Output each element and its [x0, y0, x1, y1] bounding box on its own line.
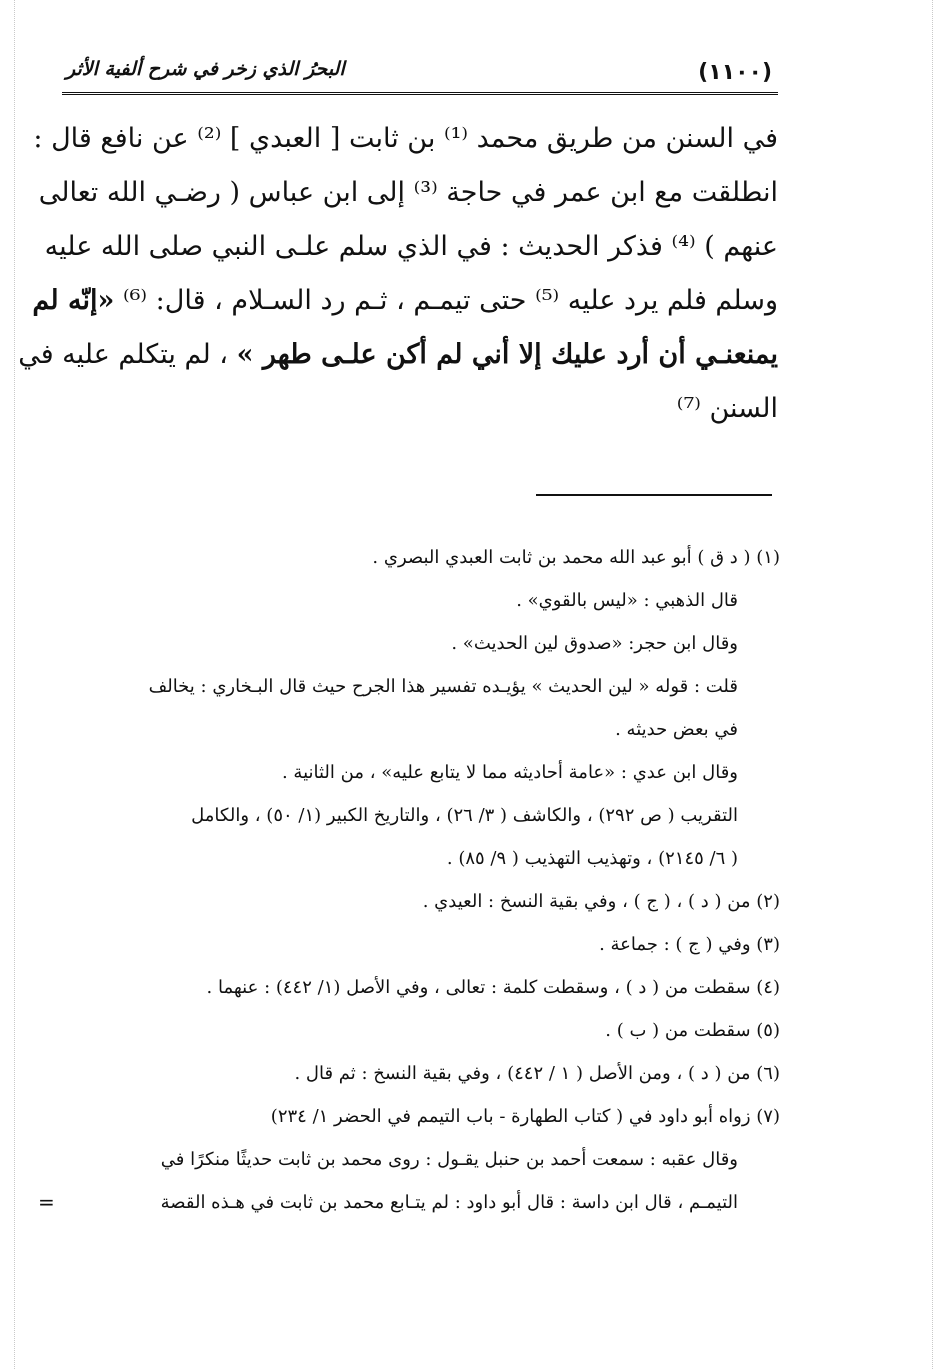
- page-number: (١١٠٠): [698, 60, 772, 85]
- scan-guide-left: [14, 0, 15, 1369]
- book-title: البحرُ الذي زخر في شرح ألفية الأثر: [66, 58, 345, 80]
- header-rule: [62, 92, 778, 95]
- body-line: السنن ⁽⁷⁾: [676, 393, 778, 424]
- body-line: [18, 328, 778, 382]
- body-line: [32, 274, 778, 328]
- footnote-line: (٧) زواه أبو داود في ( كتاب الطهارة - باب التيمم في الحضر ١/ ٢٣٤): [270, 1106, 780, 1127]
- page-header: [62, 58, 778, 92]
- footnote-line: (٣) وفي ( ج ) : جماعة .: [599, 934, 780, 955]
- body-line: في السنن من طريق محمد ⁽¹⁾ بن ثابت [ العبدي ] ⁽²⁾ عن نافع قال :: [33, 123, 778, 154]
- main-text: [18, 112, 778, 436]
- footnote-line: قال الذهبي : «ليس بالقوي» .: [516, 590, 738, 611]
- footnote-line: (٥) سقطت من ( ب ) .: [605, 1020, 780, 1041]
- footnote-line: ( ٦/ ٢١٤٥) ، وتهذيب التهذيب ( ٩/ ٨٥) .: [446, 848, 738, 869]
- footnote-line: وقال عقبه : سمعت أحمد بن حنبل يقـول : روى محمد بن ثابت حديثًا منكرًا في: [160, 1149, 738, 1170]
- body-line: انطلقت مع ابن عمر في حاجة ⁽³⁾ إلى ابن عباس ( رضـي الله تعالى: [38, 177, 778, 208]
- footnote-line: (٤) سقطت من ( د ) ، وسقطت كلمة : تعالى ، وفي الأصل (١/ ٤٤٢) : عنهما .: [206, 977, 780, 998]
- body-line-part: وسلم فلم يرد عليه ⁽⁵⁾ حتى تيمـم ، ثـم رد السـلام ، قال: ⁽⁶⁾: [122, 285, 778, 316]
- continuation-mark: =: [38, 1190, 55, 1214]
- body-line: عنهم ) ⁽⁴⁾ فذكر الحديث : في الذي سلم علـى النبي صلى الله عليه: [44, 231, 778, 262]
- footnote-line: التقريب ( ص ٢٩٢) ، والكاشف ( ٣/ ٢٦) ، والتاريخ الكبير (١/ ٥٠) ، والكامل: [191, 805, 738, 826]
- footnote-line: وقال ابن حجر: «صدوق لين الحديث» .: [451, 633, 738, 654]
- hadith-quote-start: «إنّه لم: [32, 285, 115, 316]
- footnotes: [62, 536, 780, 1224]
- scan-guide-right: [932, 0, 933, 1369]
- footnote-line: (٦) من ( د ) ، ومن الأصل ( ١ / ٤٤٢) ، وفي بقية النسخ : ثم قال .: [294, 1063, 780, 1084]
- hadith-quote: يمنعنـي أن أرد عليك إلا أني لم أكن علـى طهر »: [236, 339, 778, 370]
- footnote-line: (٢) من ( د ) ، ( ج ) ، وفي بقية النسخ : العيدي .: [422, 891, 780, 912]
- footnote-line: قلت : قوله « لين الحديث » يؤيـده تفسير هذا الجرح حيث قال البـخاري : يخالف: [148, 676, 738, 697]
- footnote-line: (١) ( د ق ) أبو عبد الله محمد بن ثابت العبدي البصري .: [372, 547, 780, 568]
- body-line-part: ، لم يتكلم عليه في: [18, 339, 228, 370]
- footnote-separator: [536, 494, 772, 496]
- footnote-line: التيمـم ، قال ابن داسة : قال أبو داود : لم يتـابع محمد بن ثابت في هـذه القصة: [160, 1192, 738, 1213]
- footnote-line: في بعض حديثه .: [615, 719, 738, 740]
- footnote-line: وقال ابن عدي : «عامة أحاديثه مما لا يتابع عليه» ، من الثانية .: [281, 762, 738, 783]
